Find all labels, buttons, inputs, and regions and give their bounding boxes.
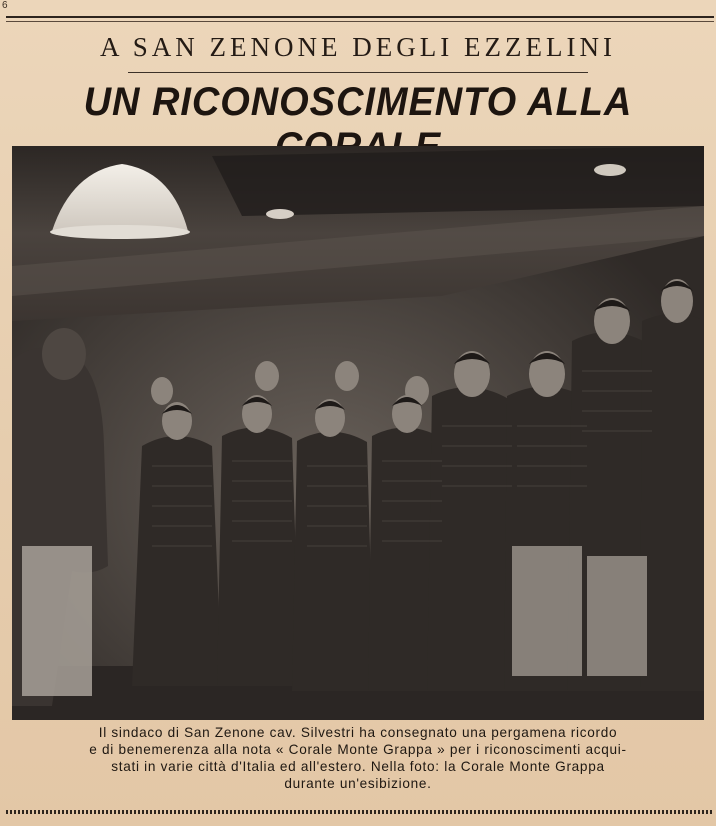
bottom-rule xyxy=(6,810,714,814)
photo-caption xyxy=(10,724,706,792)
choir-photo xyxy=(12,146,704,720)
top-rule xyxy=(6,16,714,18)
page-corner-mark: 6 xyxy=(2,0,8,11)
caption-line: e di benemerenza alla nota « Corale Monte Grappa » per i riconoscimenti acqui- xyxy=(89,742,627,757)
main-headline: UN RICONOSCIMENTO ALLA xyxy=(83,80,633,124)
caption-line: Il sindaco di San Zenone cav. Silvestri ha consegnato una pergamena ricordo xyxy=(98,725,618,740)
caption-line: durante un'esibizione. xyxy=(284,776,432,791)
caption-line: stati in varie città d'Italia ed all'estero. Nella foto: la Corale Monte Grappa xyxy=(111,759,605,774)
top-rule-thin xyxy=(6,21,714,22)
kicker-underline xyxy=(128,72,588,73)
kicker-headline: A SAN ZENONE DEGLI EZZELINI xyxy=(100,32,616,62)
